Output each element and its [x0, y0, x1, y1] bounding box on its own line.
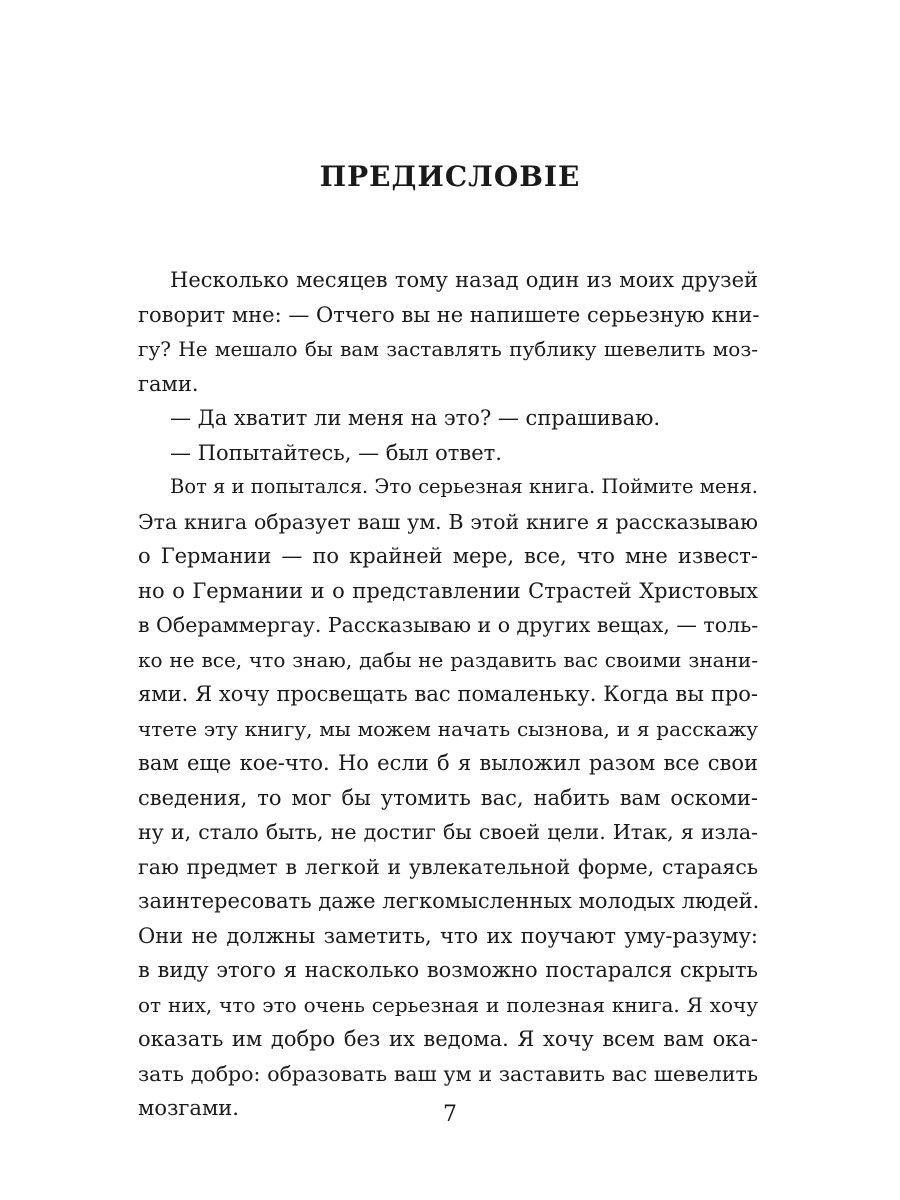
page-number: 7	[443, 1102, 457, 1127]
text-line: заинтересовать даже легкомысленных молодых людей.	[138, 889, 760, 913]
preface-text	[138, 263, 758, 1126]
text-line: ну и, стало быть, не достиг бы своей цели. Итак, я изла-	[138, 820, 758, 844]
text-line: чтете эту книгу, мы можем начать сызнова, и я расскажу	[138, 716, 758, 741]
text-line: Несколько месяцев тому назад один из моих друзей	[170, 268, 758, 292]
text-line: Вот я и попытался. Это серьезная книга. Поймите меня.	[170, 475, 758, 498]
text-line: но о Германии и о представлении Страстей Христовых	[138, 578, 758, 603]
text-line: — Попытайтесь, — был ответ.	[170, 440, 502, 465]
text-line: мозгами.	[138, 1096, 239, 1120]
text-line: в виду этого я насколько возможно постарался скрыть	[138, 958, 758, 982]
text-line: — Да хватит ли меня на это? — спрашиваю.	[170, 406, 661, 430]
text-line: ко не все, что знаю, дабы не раздавить вас своими знани-	[138, 647, 758, 672]
text-line: зать добро: образовать ваш ум и заставить вас шевелить	[138, 1061, 758, 1086]
text-line: от них, что это очень серьезная и полезная книга. Я хочу	[138, 992, 758, 1017]
text-line: гами.	[138, 371, 199, 396]
text-line: вам еще кое-что. Но если б я выложил разом все свои	[138, 751, 758, 775]
text-line: Эта книга образует ваш ум. В этой книге я рассказываю	[138, 509, 758, 534]
text-line: оказать им добро без их ведома. Я хочу всем вам ока-	[138, 1027, 758, 1051]
text-line: говорит мне: — Отчего вы не напишете серьезную кни-	[138, 302, 760, 327]
text-line: в Обераммергау. Рассказываю и о других вещах, — толь-	[138, 613, 759, 637]
text-line: ями. Я хочу просвещать вас помаленьку. Когда вы про-	[138, 682, 758, 706]
text-line: гаю предмет в легкой и увлекательной форме, стараясь	[138, 854, 758, 879]
text-line: Они не должны заметить, что их поучают уму-разуму:	[138, 923, 758, 948]
text-line: о Германии — по крайней мере, все, что мне извест-	[138, 544, 758, 568]
text-line: сведения, то мог бы утомить вас, набить вам оскоми-	[138, 785, 758, 810]
chapter-title: ПРЕДИСЛОВІЕ	[319, 160, 581, 193]
text-line: гу? Не мешало бы вам заставлять публику шевелить моз-	[138, 337, 758, 361]
